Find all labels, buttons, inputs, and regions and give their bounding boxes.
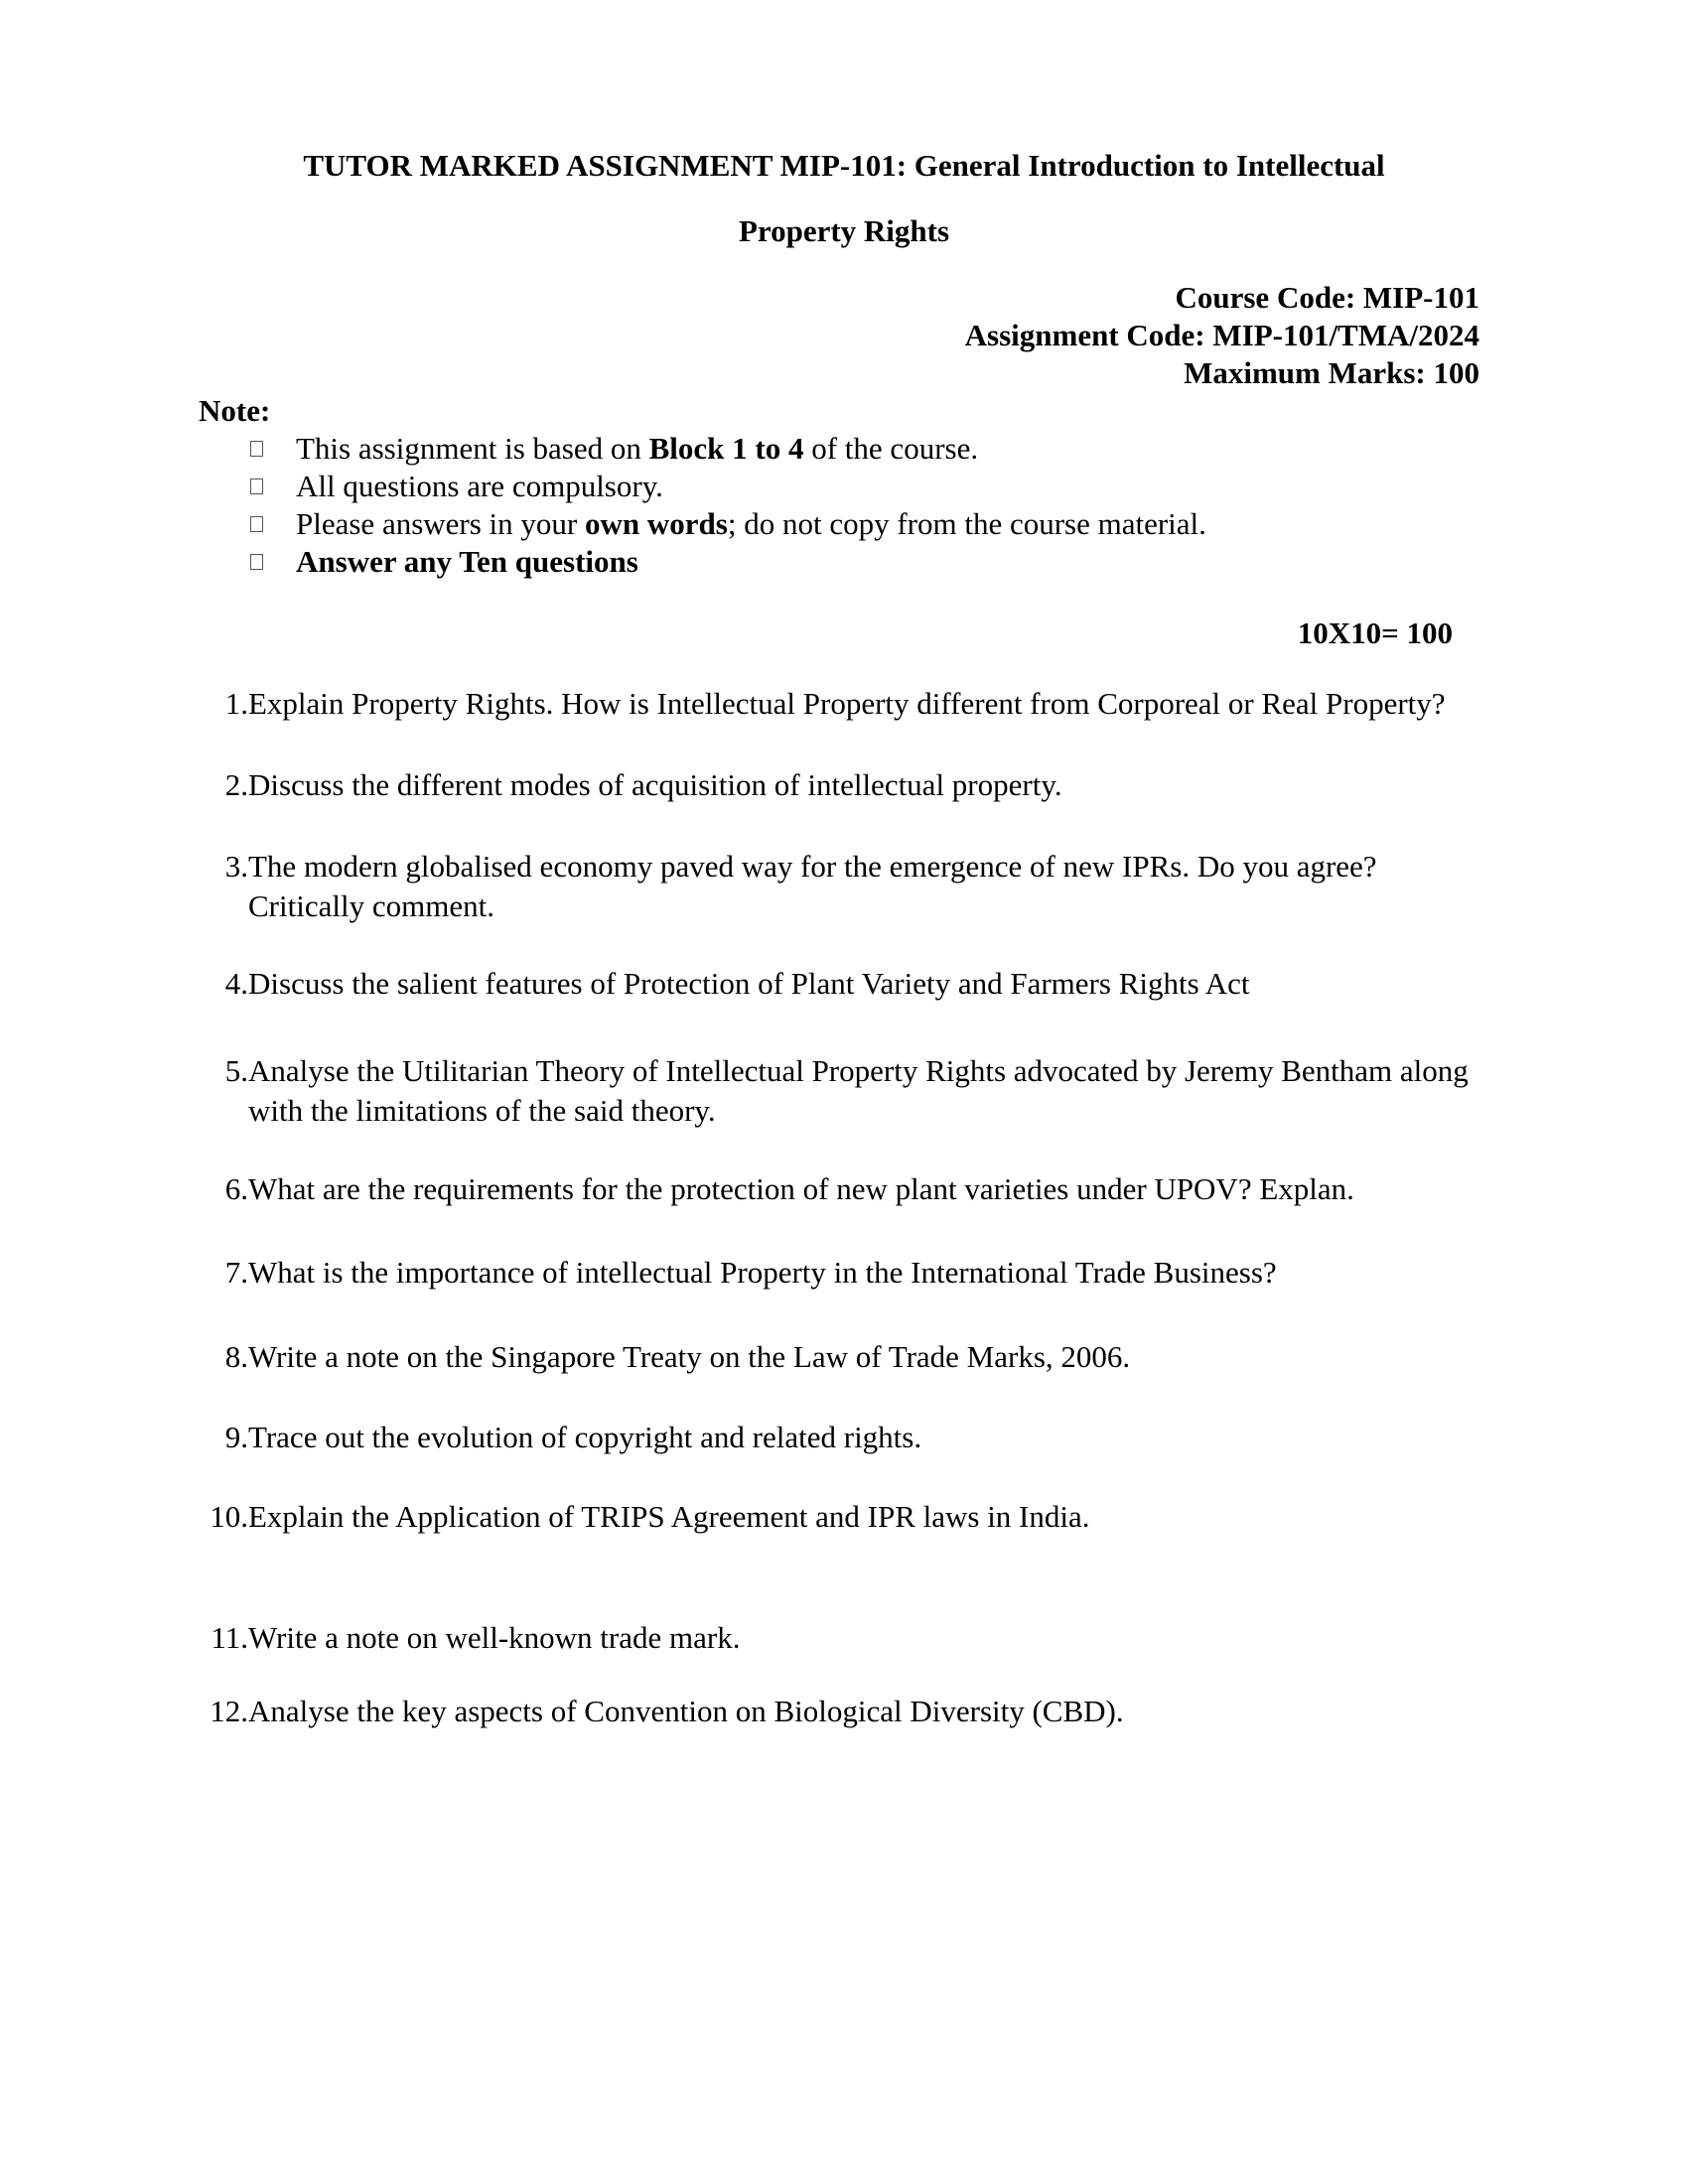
assignment-code: Assignment Code: MIP-101/TMA/2024	[964, 318, 1479, 352]
course-code: Course Code: MIP-101	[1175, 280, 1479, 315]
page-title: TUTOR MARKED ASSIGNMENT MIP-101: General Introduction to Intellectual	[303, 148, 1385, 183]
note-label: Note:	[199, 393, 271, 428]
question-text: Write a note on the Singapore Treaty on the Law of Trade Marks, 2006.	[248, 1339, 1131, 1374]
question-text: The modern globalised economy paved way for the emergence of new IPRs. Do you agree? Critically comment.	[248, 849, 1377, 923]
question-number: 12.	[210, 1694, 248, 1728]
question-text: Explain Property Rights. How is Intellectual Property different from Corporeal or Real Property?	[248, 686, 1446, 721]
question-text: What are the requirements for the protection of new plant varieties under UPOV? Explan.	[248, 1171, 1354, 1206]
question-number: 9.	[224, 1420, 248, 1454]
note-text: ; do not copy from the course material.	[727, 506, 1206, 541]
question-number: 2.	[224, 767, 248, 802]
maximum-marks: Maximum Marks: 100	[1184, 355, 1479, 390]
question-text: Discuss the salient features of Protection of Plant Variety and Farmers Rights Act	[248, 966, 1250, 1001]
marks-distribution: 10X10= 100	[1297, 615, 1453, 650]
question-text: Analyse the key aspects of Convention on Biological Diversity (CBD).	[248, 1694, 1124, 1728]
note-text: Please answers in your	[296, 506, 585, 541]
question-number: 8.	[224, 1339, 248, 1374]
question-text: Discuss the different modes of acquisition of intellectual property.	[248, 767, 1062, 802]
question-number: 1.	[224, 686, 248, 721]
question-text: Trace out the evolution of copyright and related rights.	[248, 1420, 922, 1454]
question-number: 10.	[210, 1499, 248, 1534]
question-number: 5.	[224, 1053, 248, 1088]
question-number: 6.	[224, 1171, 248, 1206]
note-text: of the course.	[803, 431, 979, 466]
note-emphasis: own words	[585, 506, 728, 541]
note-emphasis: Answer any Ten questions	[296, 544, 638, 579]
note-text: This assignment is based on	[296, 431, 649, 466]
question-text: What is the importance of intellectual Property in the International Trade Business?	[248, 1255, 1277, 1290]
question-number: 3.	[224, 849, 248, 884]
question-text: Analyse the Utilitarian Theory of Intellectual Property Rights advocated by Jeremy Bentham along with the limitations of the said theory.	[248, 1053, 1469, 1128]
question-text: Write a note on well-known trade mark.	[248, 1620, 741, 1655]
question-number: 7.	[224, 1255, 248, 1290]
question-text: Explain the Application of TRIPS Agreement and IPR laws in India.	[248, 1499, 1090, 1534]
note-emphasis: Block 1 to 4	[648, 431, 804, 466]
question-number: 4.	[224, 966, 248, 1001]
page-title-continued: Property Rights	[738, 213, 950, 248]
note-text: All questions are compulsory.	[296, 469, 663, 503]
question-number: 11.	[211, 1620, 248, 1655]
